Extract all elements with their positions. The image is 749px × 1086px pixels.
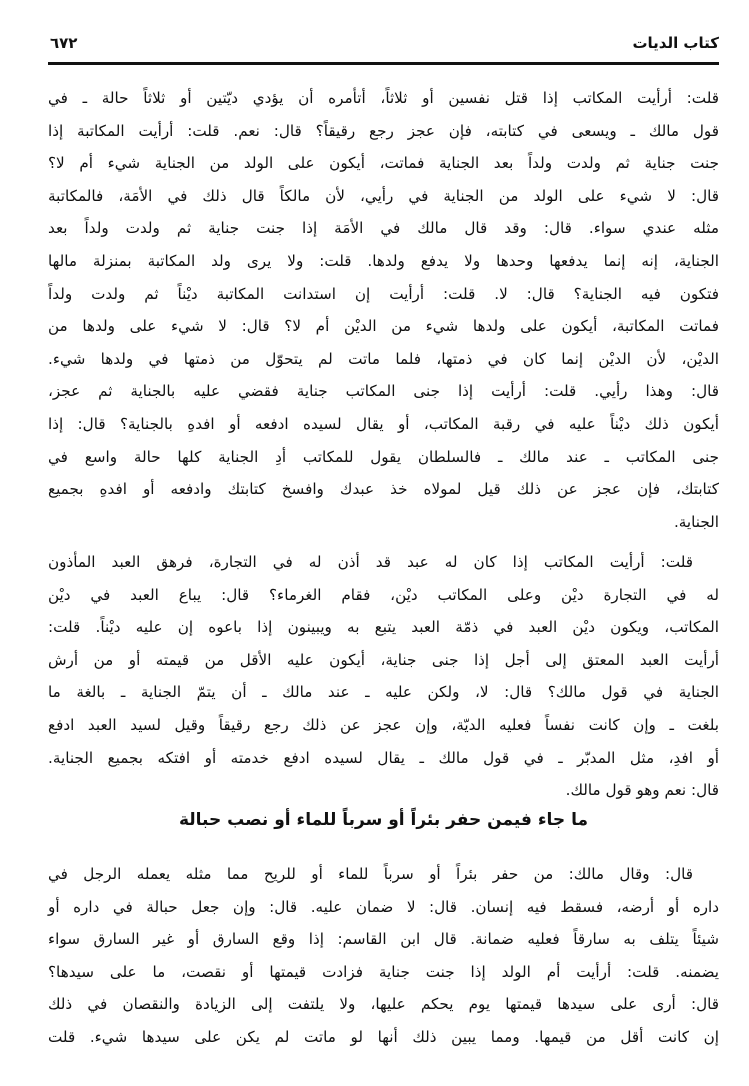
text-line: أو افدِ، مثل المدبّر ـ في قول مالك ـ يقال لسيده ادفع خدمته أو افتكه بجميع الجناية. bbox=[48, 748, 719, 767]
paragraph-2 bbox=[48, 546, 719, 807]
text-line: قال: نعم وهو قول مالك. bbox=[565, 781, 719, 800]
text-line: الجناية في قول مالك؟ قال: لا، ولكن عليه ـ عند مالك ـ أن يتمّ الجناية ـ بالغة ما bbox=[48, 683, 719, 702]
text-line: فماتت المكاتبة، أيكون على ولدها شيء من الديْن أم لا؟ قال: لا شيء على ولدها من bbox=[48, 317, 719, 336]
text-line: له في التجارة ديْن وعلى المكاتب ديْن، فقام الغرماء؟ قال: يباع العبد في ديْن bbox=[48, 585, 719, 604]
text-line: الديْن، لأن الديْن إنما كان في ذمتها، فلما ماتت لم يتحوّل من ذمتها في ولدها شيء. bbox=[48, 349, 719, 368]
page-number: ٦٧٢ bbox=[50, 34, 78, 52]
text-line: أرأيت العبد المعتق إلى أجل إذا جنى جناية، أيكون عليه الأقل من قيمته أو من أرش bbox=[48, 650, 719, 669]
text-line: مثله عندي سواء. قال: وقد قال مالك في الأمَة إذا جنت جناية ثم ولدت ولداً بعد bbox=[48, 219, 719, 238]
text-line: المكاتب، ويكون ديْن العبد في ذمّة العبد يتبع به ويبينون إذا باعوه إن عليه ديْناً. قلت: bbox=[48, 618, 719, 637]
header-rule bbox=[48, 62, 719, 65]
text-line: فتكون فيه الجناية؟ قال: لا. قلت: أرأيت إن استدانت المكاتبة ديْناً ثم ولدت ولداً bbox=[48, 284, 719, 303]
text-line: الجناية، إنه إنما يدفعها وحدها ولا يدفع ولدها. قلت: ولا يرى ولد المكاتبة بمنزلة مالها bbox=[48, 251, 719, 270]
text-line: جنت جناية ثم ولدت ولداً بعد الجناية فماتت، أيكون على الولد من الجناية شيء أم لا؟ bbox=[48, 154, 719, 173]
text-line: قال: وهذا رأيي. قلت: أرأيت إذا جنى المكاتب جناية فقضي عليه بالجناية ثم عجز، bbox=[48, 382, 719, 401]
text-line: كتابتك، فإن عجز عن ذلك قيل لمولاه خذ عبدك وافسخ كتابتك وادفعه أو افدهِ بجميع bbox=[48, 480, 719, 499]
text-line: يضمنه. قلت: أرأيت أم الولد إذا جنت جناية فزادت قيمتها أو نقصت، ما على سيدها؟ bbox=[48, 962, 719, 981]
text-line: بلغت ـ وإن كانت نفساً فعليه الديّة، وإن عجز عن ذلك رجع رقيقاً وقيل لسيد العبد ادفع bbox=[48, 715, 719, 734]
text-line: قال: لا شيء على الولد من الجناية في رأيي، لأن مالكاً قال ذلك في الأمَة، فالمكاتبة bbox=[48, 186, 719, 205]
text-line: قول مالك ـ ويسعى في كتابته، فإن عجز رجع رقيقاً؟ قال: نعم. قلت: أرأيت المكاتبة إذا bbox=[48, 121, 719, 140]
text-line: الجناية. bbox=[673, 512, 719, 531]
text-line: داره أو أرضه، فسقط فيه إنسان. قال: لا ضمان عليه. قال: وإن جعل حبالة في داره أو bbox=[48, 897, 719, 916]
paragraph-1 bbox=[48, 82, 719, 538]
section-heading: ما جاء فيمن حفر بئراً أو سرباً للماء أو نصب حبالة bbox=[178, 810, 588, 830]
paragraph-3 bbox=[48, 858, 719, 1054]
chapter-title: كتاب الديات bbox=[632, 34, 719, 52]
text-line: شيئاً يتلف به سارقاً فعليه ضمانة. قال ابن القاسم: إذا وقع السارق أو غير السارق سواء bbox=[48, 930, 719, 949]
text-line: إن كانت أقل من قيمها. ومما يبين ذلك أنها لو ماتت لم يكن على سيدها شيء. قلت bbox=[48, 1027, 719, 1046]
text-line: قال: أرى على سيدها قيمتها يوم يحكم عليها، ولا يلتفت إلى الزيادة والنقصان في ذلك bbox=[48, 995, 719, 1014]
running-header bbox=[50, 34, 719, 56]
text-line: قال: وقال مالك: من حفر بئراً أو سرباً للماء أو للريح مما مثله يعمله الرجل في bbox=[48, 865, 693, 883]
text-line: قلت: أرأيت المكاتب إذا كان له عبد قد أذن له في التجارة، فرهق العبد المأذون bbox=[48, 553, 693, 571]
text-line: أيكون ذلك ديْناً عليه في رقبة المكاتب، أو يقال لسيده ادفعه أو افدهِ بالجناية؟ قال: إذا bbox=[48, 414, 719, 433]
text-line: جنى المكاتب ـ عند مالك ـ فالسلطان يقول للمكاتب أدِ الجناية كلها حالة واسع في bbox=[48, 447, 719, 466]
text-line: قلت: أرأيت المكاتب إذا قتل نفسين أو ثلاثاً، أتأمره أن يؤدي ديّتين أو ثلاثاً حالة ـ في bbox=[48, 89, 719, 107]
